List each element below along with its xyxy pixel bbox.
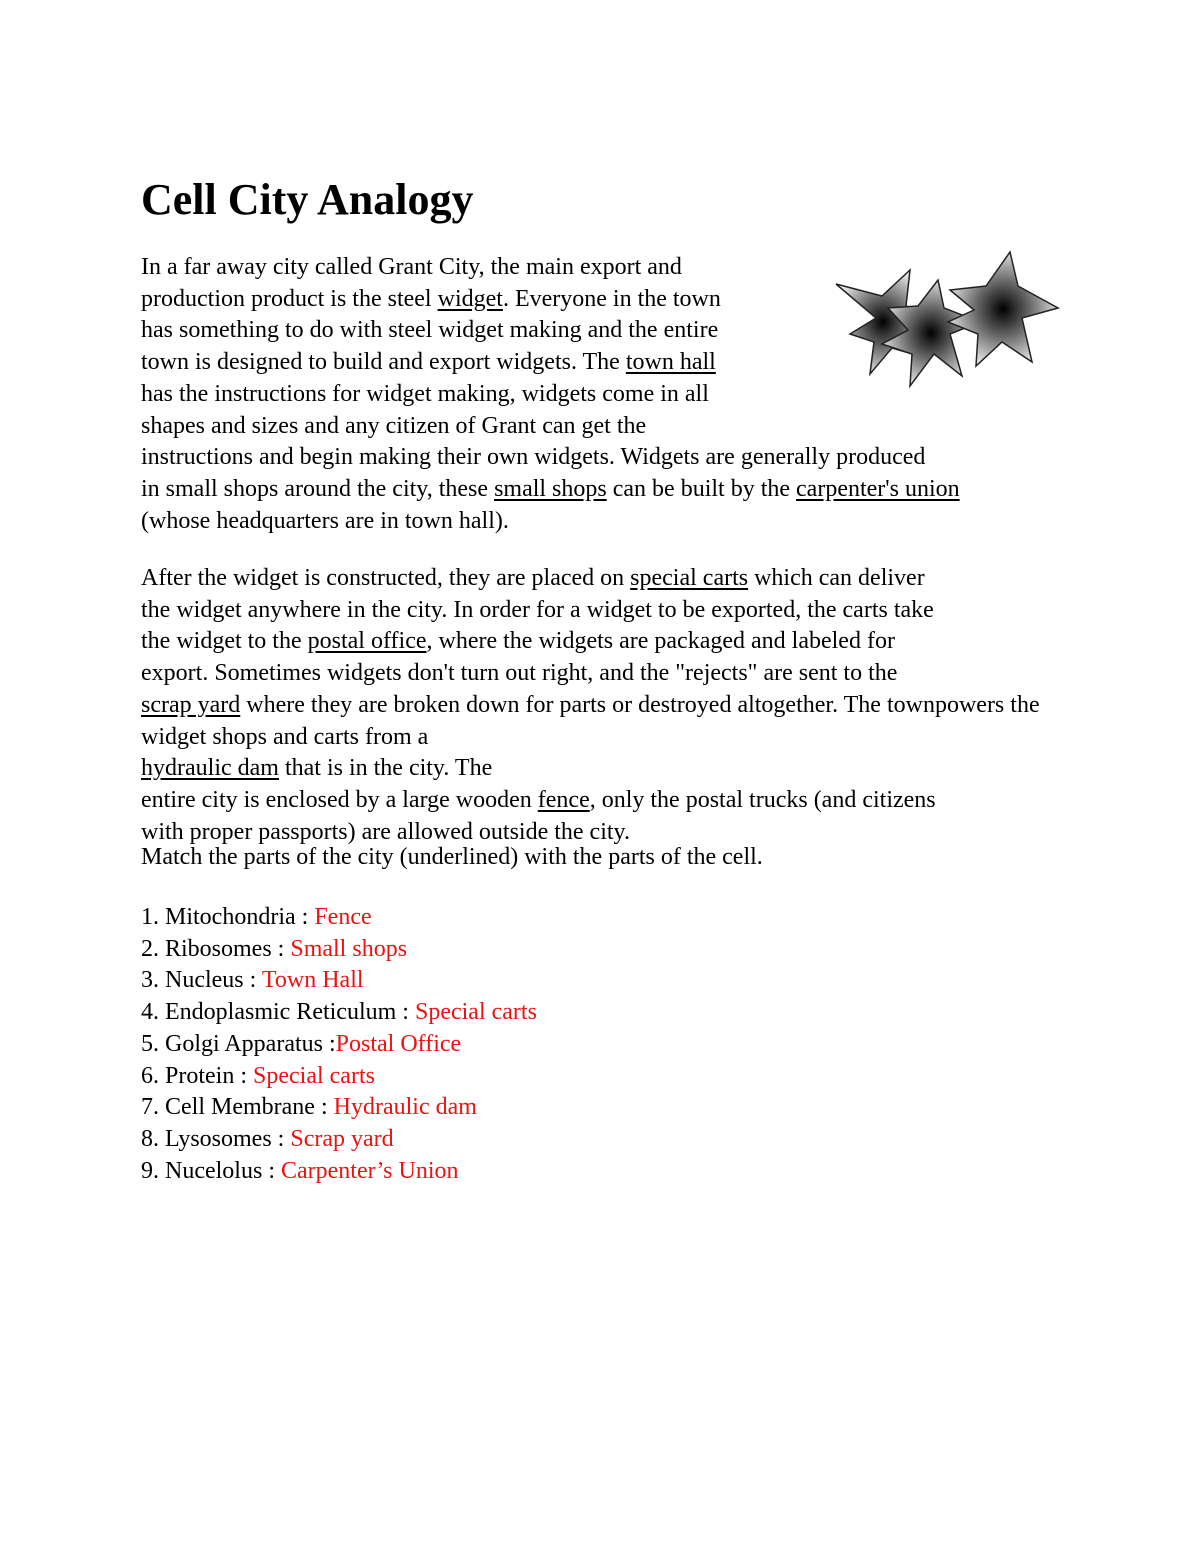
story-text: (whose headquarters are in town hall). xyxy=(141,507,509,534)
story-text: powers the widget shops and carts from a xyxy=(141,691,1040,750)
underlined-city-part: widget xyxy=(437,285,503,312)
cell-part-label: 6. Protein : xyxy=(141,1062,253,1089)
city-part-answer: Fence xyxy=(314,904,372,930)
instruction-text: Match the parts of the city (underlined) with the parts of the cell. xyxy=(141,844,763,870)
city-part-answer: Postal Office xyxy=(335,1030,462,1057)
document-title: Cell City Analogy xyxy=(141,175,474,224)
underlined-city-part: scrap yard xyxy=(141,691,241,718)
city-part-answer: Special carts xyxy=(253,1062,375,1089)
underlined-city-part: fence xyxy=(537,786,590,813)
underlined-city-part: carpenter's xyxy=(796,475,905,502)
story-text: After the widget is constructed, they are placed on xyxy=(141,565,631,591)
city-part-answer: Special carts xyxy=(414,999,537,1026)
list-item xyxy=(141,1061,741,1093)
city-part-answer: Small shops xyxy=(290,935,408,962)
story-text: shapes and sizes and any citizen of Grant can get the xyxy=(141,412,647,439)
cell-part-label: 2. Ribosomes : xyxy=(141,935,291,962)
cell-part-label: 3. Nucleus : xyxy=(141,967,262,994)
city-part-answer: Hydraulic dam xyxy=(333,1094,477,1121)
city-part-answer: Carpenter’s Union xyxy=(280,1157,459,1184)
cell-part-label: 4. Endoplasmic Reticulum : xyxy=(141,999,415,1026)
cell-part-label: 8. Lysosomes : xyxy=(141,1125,291,1152)
story-text: , only the postal trucks (and citizens xyxy=(589,786,936,813)
match-list xyxy=(141,902,741,1187)
list-item xyxy=(141,1156,741,1188)
story-text: entire city is enclosed by a large wooden xyxy=(141,786,538,813)
story-text: In a far away city called Grant City, the main export and xyxy=(141,254,682,280)
story-text: the widget anywhere in the city. In order for a widget to be exported, the carts take xyxy=(141,596,934,623)
city-part-answer: Town Hall xyxy=(261,967,364,994)
underlined-city-part: town hall xyxy=(625,349,716,376)
list-item xyxy=(141,997,741,1029)
story-text: export. Sometimes widgets don't turn out right, and the "rejects" are sent to the xyxy=(141,660,898,687)
underlined-city-part: small shops xyxy=(494,475,607,502)
story-text: town is designed to build and export widgets. The xyxy=(141,349,626,376)
story-text: has the instructions for widget making, widgets come in all xyxy=(141,380,709,407)
story-text: with proper passports) are allowed outside the city. xyxy=(141,818,630,845)
list-item xyxy=(141,1029,741,1061)
underlined-city-part: hydraulic dam xyxy=(141,755,279,782)
story-text: production product is the steel xyxy=(141,285,438,312)
cell-part-label: 5. Golgi Apparatus : xyxy=(141,1030,336,1057)
underlined-city-part: postal office xyxy=(307,628,427,655)
story-text: has something to do with steel widget making and the entire xyxy=(141,317,719,344)
city-part-answer: Scrap yard xyxy=(290,1125,394,1152)
cell-part-label: 9. Nucelolus : xyxy=(141,1157,281,1184)
cell-part-label: 7. Cell Membrane : xyxy=(141,1094,334,1121)
story-text: . Everyone in the town xyxy=(502,285,721,312)
list-item xyxy=(141,934,741,966)
list-item xyxy=(141,1092,741,1124)
story-text: , where the widgets are packaged and labeled for xyxy=(426,628,895,655)
story-text: the widget to the xyxy=(141,628,308,655)
story-text: instructions and begin making their own widgets. Widgets are generally produced xyxy=(141,444,926,471)
list-item xyxy=(141,965,741,997)
list-item xyxy=(141,902,741,934)
story-text: that is in the city. The xyxy=(278,755,493,782)
list-item xyxy=(141,1124,741,1156)
story-paragraph-2 xyxy=(141,563,1061,848)
story-text: in small shops around the city, these xyxy=(141,475,495,502)
cell-part-label: 1. Mitochondria : xyxy=(141,904,315,930)
story-text: which can deliver xyxy=(748,565,925,591)
underlined-city-part: union xyxy=(904,475,960,502)
story-text: can be built by the xyxy=(606,475,797,502)
underlined-city-part: special carts xyxy=(630,565,749,591)
story-paragraph-1 xyxy=(141,252,1061,537)
story-text: where they are broken down for parts or destroyed altogether. The town xyxy=(240,691,935,718)
